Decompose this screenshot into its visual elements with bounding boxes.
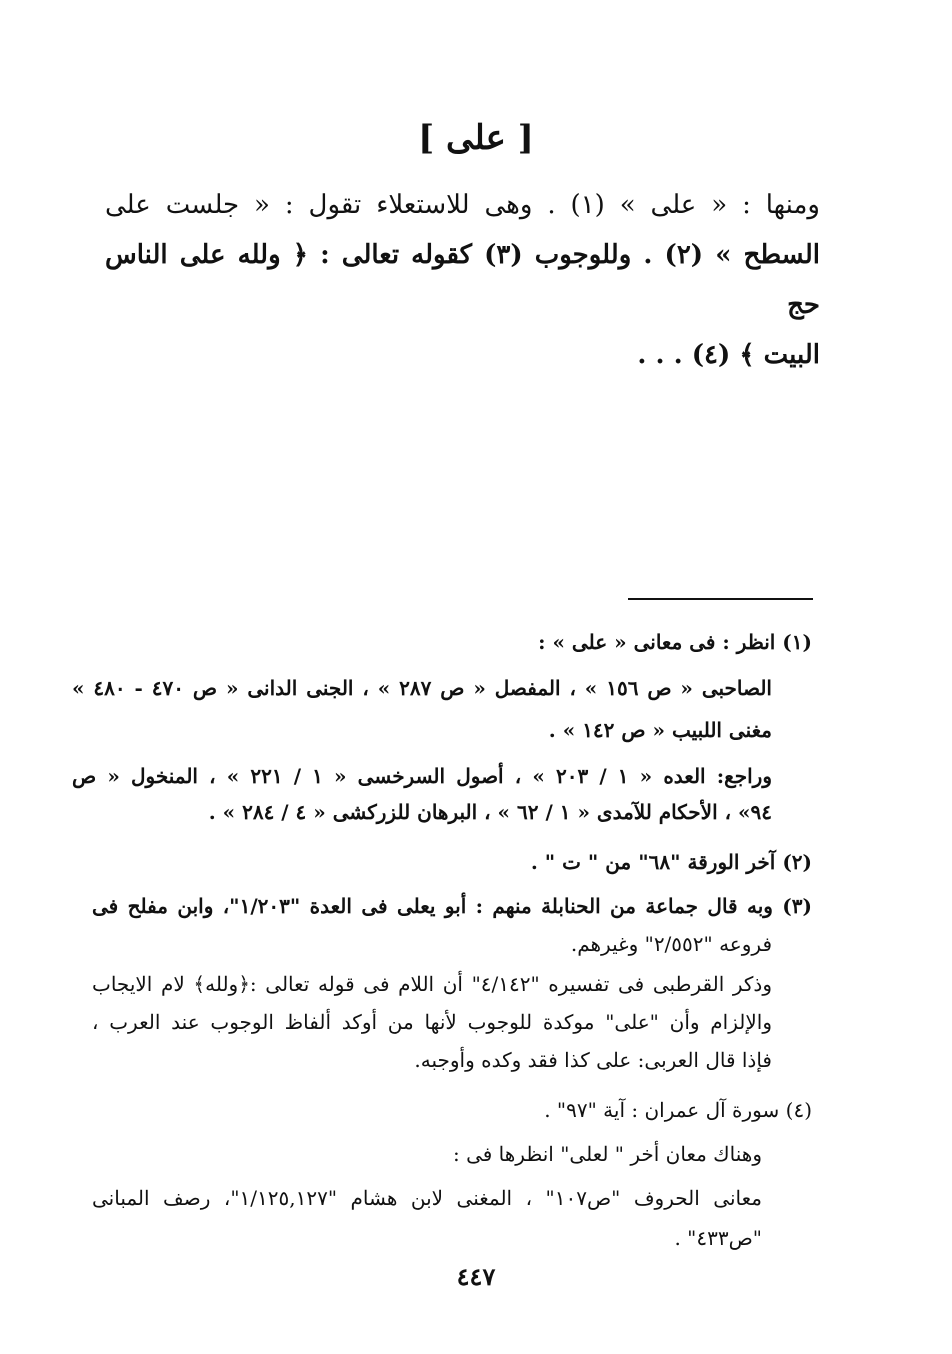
footnote-2: (٢) آخر الورقة "٦٨" من " ت " . — [530, 850, 812, 874]
footnote-1-heading: (١) انظر : فى معانى « على » : — [538, 630, 812, 654]
page-heading: [ على ] — [418, 118, 534, 158]
footnote-1-line-1: الصاحبى « ص ١٥٦ » ، المفصل « ص ٢٨٧ » ، الجنى الدانى « ص ٤٧٠ - ٤٨٠ » — [72, 676, 772, 700]
footnote-3-line-5: فإذا قال العربى: على كذا فقد وكده وأوجبه. — [414, 1048, 772, 1072]
footnote-3-line-2: فروعه "٢/٥٥٢" وغيرهم. — [570, 932, 772, 956]
footnote-1-line-3: وراجع: العده « ١ / ٢٠٣ » ، أصول السرخسى « ١ / ٢٢١ » ، المنخول « ص — [72, 764, 772, 788]
footnote-separator — [628, 598, 813, 600]
footnote-1-line-2: مغنى اللبيب « ص ١٤٢ » . — [548, 718, 772, 742]
main-line-2: السطح » (٢) . وللوجوب (٣) كقوله تعالى : ﴿ ولله على الناس حج — [105, 240, 820, 320]
footnote-4-line-2: وهناك معان أخر " لعلى" انظرها فى : — [452, 1142, 762, 1166]
main-line-3: البيت ﴾ (٤) . . . — [637, 340, 820, 370]
footnote-4-line-4: "ص٤٣٣" . — [674, 1226, 762, 1250]
footnote-4-line-3: معانى الحروف "ص١٠٧" ، المغنى لابن هشام "١/١٢٥,١٢٧"، رصف المبانى — [92, 1186, 762, 1210]
footnote-3-line-1: (٣) وبه قال جماعة من الحنابلة منهم : أبو يعلى فى العدة "١/٢٠٣"، وابن مفلح فى — [92, 894, 812, 918]
page-number: ٤٤٧ — [456, 1262, 496, 1291]
main-text — [105, 180, 820, 380]
footnote-1-line-4: ٩٤» ، الأحكام للآمدى « ١ / ٦٢ » ، البرهان للزركشى « ٤ / ٢٨٤ » . — [208, 800, 772, 824]
footnote-3-line-4: والإلزام وأن "على" موكدة للوجوب لأنها من أوكد ألفاظ الوجوب عند العرب ، — [92, 1010, 772, 1034]
footnote-4: (٤) سورة آل عمران : آية "٩٧" . — [544, 1098, 812, 1122]
main-line-1: ومنها : « على » (١) . وهى للاستعلاء تقول : « جلست على — [105, 190, 820, 220]
footnote-3-line-3: وذكر القرطبى فى تفسيره "٤/١٤٢" أن اللام فى قوله تعالى :﴿ولله﴾ لام الايجاب — [92, 972, 772, 996]
